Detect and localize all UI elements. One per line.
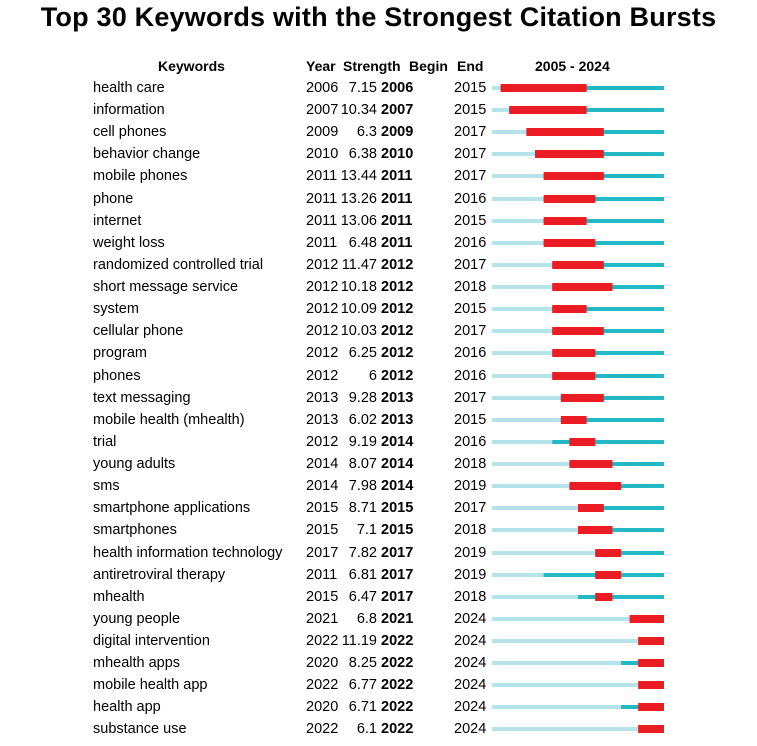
burst-row (0, 497, 757, 519)
burst-row (0, 298, 757, 320)
first-year-value: 2020 (306, 699, 339, 716)
keyword-label: cell phones (93, 124, 167, 141)
keyword-label: information (93, 102, 165, 119)
first-year-value: 2012 (306, 345, 339, 362)
end-year-value: 2024 (454, 633, 487, 649)
burst-timeline (492, 564, 664, 586)
burst-segment (638, 659, 664, 667)
strength-value: 8.25 (348, 655, 377, 672)
burst-row (0, 276, 757, 298)
keyword-label: mobile phones (93, 168, 188, 185)
burst-timeline (492, 630, 664, 652)
burst-segment (638, 681, 664, 689)
strength-value: 10.09 (340, 301, 377, 318)
keyword-label: young adults (93, 456, 176, 473)
begin-year-value: 2014 (381, 478, 414, 495)
keyword-label: young people (93, 610, 181, 627)
burst-segment (552, 327, 604, 335)
end-year-value: 2018 (454, 456, 487, 473)
burst-row (0, 519, 757, 541)
burst-row (0, 254, 757, 276)
burst-segment (544, 195, 596, 203)
pre-period-segment (492, 595, 578, 599)
burst-timeline (492, 542, 664, 564)
keyword-label: mhealth (93, 588, 145, 605)
begin-year-value: 2017 (381, 544, 414, 561)
strength-value: 11.47 (341, 256, 377, 273)
burst-timeline (492, 696, 664, 718)
first-year-value: 2021 (306, 610, 339, 627)
header-begin: Begin (409, 58, 448, 74)
strength-value: 10.03 (340, 323, 377, 340)
burst-segment (544, 172, 604, 180)
first-year-value: 2013 (306, 389, 339, 406)
burst-segment (638, 637, 664, 645)
strength-value: 8.71 (348, 500, 377, 517)
end-year-value: 2017 (454, 500, 487, 517)
chart-title: Top 30 Keywords with the Strongest Citation Bursts (40, 2, 717, 32)
begin-year-value: 2021 (381, 610, 414, 627)
first-year-value: 2020 (306, 655, 339, 672)
burst-timeline (492, 254, 664, 276)
burst-timeline (492, 210, 664, 232)
end-year-value: 2019 (454, 478, 487, 495)
begin-year-value: 2022 (381, 721, 414, 738)
end-year-value: 2016 (454, 234, 487, 251)
begin-year-value: 2012 (381, 256, 414, 273)
burst-timeline (492, 387, 664, 409)
begin-year-value: 2006 (381, 80, 414, 96)
begin-year-value: 2009 (381, 124, 414, 141)
burst-timeline (492, 431, 664, 453)
first-year-value: 2010 (306, 146, 339, 163)
first-year-value: 2015 (306, 588, 339, 605)
burst-row (0, 453, 757, 475)
pre-period-segment (492, 241, 544, 245)
strength-value: 11.19 (341, 633, 377, 649)
end-year-value: 2017 (454, 168, 487, 185)
begin-year-value: 2015 (381, 500, 414, 517)
burst-row (0, 608, 757, 630)
keyword-label: short message service (93, 279, 239, 296)
first-year-value: 2017 (306, 544, 339, 561)
strength-value: 6.77 (348, 677, 377, 694)
strength-value: 8.07 (348, 456, 377, 473)
burst-row (0, 121, 757, 143)
pre-period-segment (492, 197, 544, 201)
strength-value: 6.38 (348, 146, 377, 163)
end-year-value: 2017 (454, 323, 487, 340)
strength-value: 6.8 (356, 610, 377, 627)
strength-value: 10.34 (340, 102, 377, 119)
pre-period-segment (492, 551, 595, 555)
burst-row (0, 475, 757, 497)
keyword-label: phones (93, 367, 141, 384)
strength-value: 9.19 (348, 433, 377, 450)
pre-period-segment (492, 152, 535, 156)
begin-year-value: 2007 (381, 102, 414, 119)
strength-value: 6.47 (348, 588, 377, 605)
burst-row (0, 674, 757, 696)
end-year-value: 2024 (454, 699, 487, 716)
keyword-label: digital intervention (93, 633, 210, 649)
burst-row (0, 387, 757, 409)
burst-row (0, 143, 757, 165)
keyword-label: health information technology (93, 544, 283, 561)
burst-row (0, 542, 757, 564)
strength-value: 6.3 (356, 124, 377, 141)
active-period-segment (552, 440, 664, 444)
pre-period-segment (492, 285, 552, 289)
end-year-value: 2015 (454, 212, 487, 229)
first-year-value: 2011 (306, 168, 338, 185)
burst-segment (578, 526, 612, 534)
first-year-value: 2011 (306, 212, 338, 229)
end-year-value: 2024 (454, 655, 487, 672)
burst-timeline (492, 453, 664, 475)
burst-timeline (492, 143, 664, 165)
end-year-value: 2016 (454, 190, 487, 207)
burst-segment (526, 128, 603, 136)
burst-timeline (492, 365, 664, 387)
first-year-value: 2012 (306, 367, 339, 384)
burst-timeline (492, 342, 664, 364)
burst-segment (552, 261, 604, 269)
first-year-value: 2009 (306, 124, 339, 141)
burst-timeline (492, 409, 664, 431)
end-year-value: 2017 (454, 124, 487, 141)
first-year-value: 2012 (306, 279, 339, 296)
begin-year-value: 2011 (381, 168, 413, 185)
burst-timeline (492, 188, 664, 210)
pre-period-segment (492, 683, 638, 687)
keyword-label: sms (93, 478, 120, 495)
end-year-value: 2024 (454, 677, 487, 694)
keyword-label: phone (93, 190, 134, 207)
burst-segment (595, 593, 612, 601)
begin-year-value: 2013 (381, 411, 414, 428)
burst-timeline (492, 519, 664, 541)
end-year-value: 2015 (454, 80, 487, 96)
begin-year-value: 2022 (381, 655, 414, 672)
strength-value: 6.02 (348, 411, 377, 428)
begin-year-value: 2022 (381, 677, 414, 694)
burst-timeline (492, 320, 664, 342)
header-keywords: Keywords (158, 58, 225, 74)
burst-segment (595, 571, 621, 579)
strength-value: 7.98 (348, 478, 377, 495)
begin-year-value: 2013 (381, 389, 414, 406)
burst-timeline (492, 165, 664, 187)
burst-row (0, 630, 757, 652)
begin-year-value: 2022 (381, 633, 414, 649)
burst-segment (552, 305, 586, 313)
keyword-label: antiretroviral therapy (93, 566, 226, 583)
end-year-value: 2016 (454, 345, 487, 362)
begin-year-value: 2012 (381, 301, 414, 318)
burst-segment (630, 615, 664, 623)
pre-period-segment (492, 506, 578, 510)
pre-period-segment (492, 108, 509, 112)
keyword-label: system (93, 301, 139, 318)
pre-period-segment (492, 418, 561, 422)
first-year-value: 2011 (306, 234, 338, 251)
keyword-label: mobile health (mhealth) (93, 411, 245, 428)
strength-value: 6.25 (348, 345, 377, 362)
end-year-value: 2015 (454, 102, 487, 119)
strength-value: 13.44 (340, 168, 377, 185)
pre-period-segment (492, 617, 630, 621)
strength-value: 6 (368, 367, 377, 384)
keyword-label: substance use (93, 721, 187, 738)
begin-year-value: 2011 (381, 212, 413, 229)
keyword-label: behavior change (93, 146, 201, 163)
burst-row (0, 564, 757, 586)
burst-row (0, 696, 757, 718)
keyword-label: randomized controlled trial (93, 256, 264, 273)
burst-timeline (492, 674, 664, 696)
end-year-value: 2017 (454, 256, 487, 273)
end-year-value: 2017 (454, 389, 487, 406)
end-year-value: 2024 (454, 721, 487, 738)
pre-period-segment (492, 573, 544, 577)
begin-year-value: 2017 (381, 566, 414, 583)
burst-timeline (492, 232, 664, 254)
first-year-value: 2012 (306, 301, 339, 318)
strength-value: 6.1 (356, 721, 377, 738)
burst-row (0, 99, 757, 121)
burst-row (0, 232, 757, 254)
pre-period-segment (492, 639, 638, 643)
burst-timeline (492, 121, 664, 143)
pre-period-segment (492, 528, 578, 532)
header-year: Year (306, 58, 336, 74)
burst-segment (569, 460, 612, 468)
burst-row (0, 342, 757, 364)
burst-row (0, 188, 757, 210)
burst-row (0, 586, 757, 608)
begin-year-value: 2012 (381, 279, 414, 296)
pre-period-segment (492, 130, 526, 134)
keyword-label: smartphones (93, 522, 177, 539)
burst-row (0, 165, 757, 187)
pre-period-segment (492, 307, 552, 311)
keyword-label: trial (93, 433, 117, 450)
first-year-value: 2015 (306, 500, 339, 517)
burst-timeline (492, 276, 664, 298)
pre-period-segment (492, 661, 621, 665)
keyword-label: smartphone applications (93, 500, 251, 517)
pre-period-segment (492, 705, 621, 709)
burst-segment (595, 549, 621, 557)
burst-timeline (492, 652, 664, 674)
end-year-value: 2018 (454, 279, 487, 296)
pre-period-segment (492, 86, 501, 90)
first-year-value: 2007 (306, 102, 339, 119)
strength-value: 7.1 (356, 522, 377, 539)
active-period-segment (578, 595, 664, 599)
end-year-value: 2018 (454, 588, 487, 605)
burst-segment (578, 504, 604, 512)
begin-year-value: 2014 (381, 456, 414, 473)
burst-row (0, 365, 757, 387)
end-year-value: 2015 (454, 411, 487, 428)
first-year-value: 2012 (306, 256, 339, 273)
end-year-value: 2016 (454, 433, 487, 450)
strength-value: 9.28 (348, 389, 377, 406)
keyword-label: program (93, 345, 147, 362)
burst-segment (552, 349, 595, 357)
burst-segment (544, 217, 587, 225)
keyword-label: weight loss (93, 234, 165, 251)
pre-period-segment (492, 727, 638, 731)
begin-year-value: 2012 (381, 345, 414, 362)
burst-timeline (492, 77, 664, 99)
burst-timeline (492, 608, 664, 630)
begin-year-value: 2011 (381, 190, 413, 207)
strength-value: 7.82 (348, 544, 377, 561)
keyword-label: cellular phone (93, 323, 184, 340)
first-year-value: 2012 (306, 323, 339, 340)
begin-year-value: 2022 (381, 699, 414, 716)
first-year-value: 2013 (306, 411, 339, 428)
burst-segment (561, 394, 604, 402)
end-year-value: 2024 (454, 610, 487, 627)
burst-segment (544, 239, 596, 247)
keyword-label: internet (93, 212, 142, 229)
strength-value: 6.48 (348, 234, 377, 251)
burst-row (0, 409, 757, 431)
header-range: 2005 - 2024 (535, 58, 610, 74)
burst-timeline (492, 718, 664, 740)
first-year-value: 2014 (306, 478, 339, 495)
pre-period-segment (492, 484, 569, 488)
begin-year-value: 2015 (381, 522, 414, 539)
first-year-value: 2022 (306, 721, 339, 738)
burst-segment (569, 438, 595, 446)
burst-segment (552, 283, 612, 291)
keyword-label: mhealth apps (93, 655, 181, 672)
burst-row (0, 431, 757, 453)
first-year-value: 2011 (306, 190, 338, 207)
burst-timeline (492, 298, 664, 320)
end-year-value: 2015 (454, 301, 487, 318)
burst-row (0, 77, 757, 99)
burst-row (0, 210, 757, 232)
begin-year-value: 2017 (381, 588, 414, 605)
end-year-value: 2017 (454, 146, 487, 163)
burst-timeline (492, 497, 664, 519)
end-year-value: 2016 (454, 367, 487, 384)
pre-period-segment (492, 440, 552, 444)
burst-row (0, 320, 757, 342)
keyword-label: health app (93, 699, 161, 716)
strength-value: 6.81 (348, 566, 377, 583)
pre-period-segment (492, 351, 552, 355)
pre-period-segment (492, 174, 544, 178)
pre-period-segment (492, 396, 561, 400)
burst-segment (638, 725, 664, 733)
begin-year-value: 2011 (381, 234, 413, 251)
pre-period-segment (492, 462, 569, 466)
first-year-value: 2014 (306, 456, 339, 473)
strength-value: 13.26 (340, 190, 377, 207)
begin-year-value: 2014 (381, 433, 414, 450)
burst-segment (552, 372, 595, 380)
burst-segment (638, 703, 664, 711)
strength-value: 10.18 (340, 279, 377, 296)
burst-timeline (492, 475, 664, 497)
begin-year-value: 2012 (381, 323, 414, 340)
burst-segment (501, 84, 587, 92)
burst-row (0, 718, 757, 740)
header-end: End (457, 58, 484, 74)
end-year-value: 2019 (454, 566, 487, 583)
end-year-value: 2019 (454, 544, 487, 561)
pre-period-segment (492, 374, 552, 378)
keyword-label: health care (93, 80, 165, 96)
strength-value: 6.71 (348, 699, 377, 716)
keyword-label: mobile health app (93, 677, 208, 694)
first-year-value: 2015 (306, 522, 339, 539)
pre-period-segment (492, 263, 552, 267)
first-year-value: 2022 (306, 633, 339, 649)
begin-year-value: 2012 (381, 367, 414, 384)
burst-segment (535, 150, 604, 158)
strength-value: 13.06 (340, 212, 377, 229)
first-year-value: 2012 (306, 433, 339, 450)
end-year-value: 2018 (454, 522, 487, 539)
burst-timeline (492, 99, 664, 121)
first-year-value: 2022 (306, 677, 339, 694)
pre-period-segment (492, 219, 544, 223)
first-year-value: 2006 (306, 80, 339, 96)
first-year-value: 2011 (306, 566, 338, 583)
burst-segment (509, 106, 586, 114)
keyword-label: text messaging (93, 389, 191, 406)
burst-segment (569, 482, 621, 490)
burst-segment (561, 416, 587, 424)
burst-row (0, 652, 757, 674)
burst-timeline (492, 586, 664, 608)
begin-year-value: 2010 (381, 146, 414, 163)
pre-period-segment (492, 329, 552, 333)
strength-value: 7.15 (348, 80, 377, 96)
header-strength: Strength (343, 58, 401, 74)
